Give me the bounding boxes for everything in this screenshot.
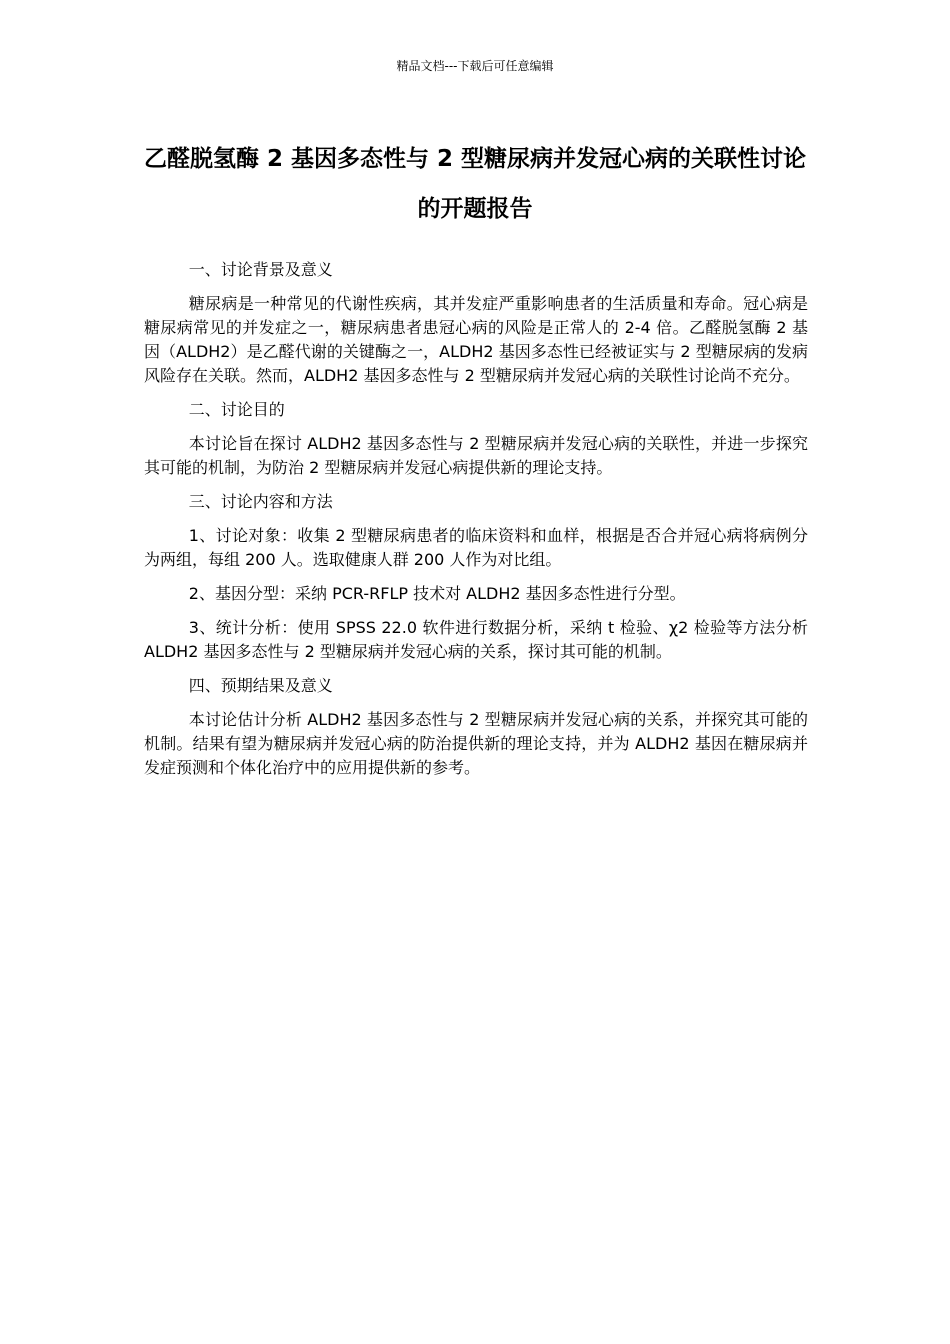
methods-item-genotyping: 2、基因分型：采纳 PCR-RFLP 技术对 ALDH2 基因多态性进行分型。	[188, 584, 686, 603]
document-title: 乙醛脱氢酶 2 基因多态性与 2 型糖尿病并发冠心病的关联性讨论的开题报告	[143, 146, 807, 222]
header-note: 精品文档---下载后可任意编辑	[396, 59, 554, 73]
methods-item-statistics: 3、统计分析：使用 SPSS 22.0 软件进行数据分析，采纳 t 检验、χ2 检验等方法分析 ALDH2 基因多态性与 2 型糖尿病并发冠心病的关系，探讨其可能的机制。	[144, 618, 808, 661]
paragraph-background: 糖尿病是一种常见的代谢性疾病，其并发症严重影响患者的生活质量和寿命。冠心病是糖尿病常见的并发症之一，糖尿病患者患冠心病的风险是正常人的 2-4 倍。乙醛脱氢酶 2 基因（ALDH2）是乙醛代谢的关键酶之一，ALDH2 基因多态性已经被证实与 2 型糖尿病的发病风险存在关联。然而，ALDH2 基因多态性与 2 型糖尿病并发冠心病的关联性讨论尚不充分。	[144, 294, 808, 385]
section-heading-background: 一、讨论背景及意义	[188, 260, 333, 279]
section-heading-methods: 三、讨论内容和方法	[188, 492, 333, 511]
methods-item-subjects: 1、讨论对象：收集 2 型糖尿病患者的临床资料和血样，根据是否合并冠心病将病例分为两组，每组 200 人。选取健康人群 200 人作为对比组。	[144, 526, 808, 569]
paragraph-purpose: 本讨论旨在探讨 ALDH2 基因多态性与 2 型糖尿病并发冠心病的关联性，并进一步探究其可能的机制，为防治 2 型糖尿病并发冠心病提供新的理论支持。	[144, 434, 808, 477]
paragraph-expected: 本讨论估计分析 ALDH2 基因多态性与 2 型糖尿病并发冠心病的关系，并探究其可能的机制。结果有望为糖尿病并发冠心病的防治提供新的理论支持，并为 ALDH2 基因在糖尿病并发症预测和个体化治疗中的应用提供新的参考。	[144, 710, 808, 777]
section-heading-purpose: 二、讨论目的	[188, 400, 285, 419]
document-body	[144, 258, 808, 790]
section-heading-expected: 四、预期结果及意义	[188, 676, 333, 695]
